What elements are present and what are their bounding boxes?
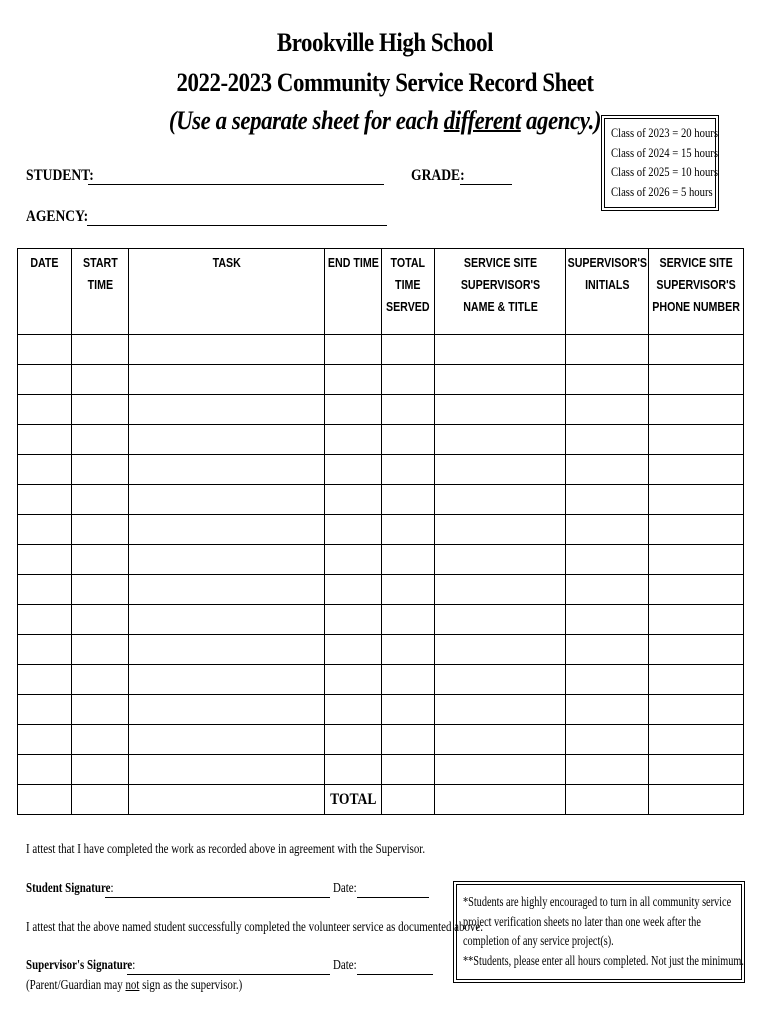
entry-cell[interactable] [325, 725, 382, 755]
table-row [18, 755, 744, 785]
entry-cell[interactable] [435, 365, 566, 395]
entry-cell[interactable] [382, 335, 435, 365]
agency-field[interactable] [87, 225, 387, 226]
requirement-line: Class of 2025 = 10 hours [611, 164, 718, 179]
column-header-date: DATE [18, 249, 72, 335]
entry-cell[interactable] [18, 425, 72, 455]
entry-cell[interactable] [435, 545, 566, 575]
entry-cell[interactable] [566, 395, 649, 425]
column-header-start-time: START TIME [72, 249, 129, 335]
entry-cell[interactable] [649, 575, 744, 605]
entry-cell[interactable] [566, 425, 649, 455]
entry-cell[interactable] [325, 515, 382, 545]
entry-cell[interactable] [18, 755, 72, 785]
entry-cell[interactable] [325, 575, 382, 605]
entry-cell[interactable] [18, 395, 72, 425]
sheet-title: 2022-2023 Community Service Record Sheet [176, 68, 594, 97]
entry-cell[interactable] [649, 605, 744, 635]
supervisor-signature-label: Supervisor's Signature: [26, 958, 136, 973]
table-row [18, 425, 744, 455]
supervisor-signature-field[interactable] [127, 974, 330, 975]
entry-cell[interactable] [72, 755, 129, 785]
entry-cell[interactable] [566, 485, 649, 515]
entry-cell[interactable] [382, 605, 435, 635]
entry-cell[interactable] [649, 755, 744, 785]
entry-cell[interactable] [325, 335, 382, 365]
entry-cell[interactable] [325, 545, 382, 575]
entry-cell[interactable] [649, 485, 744, 515]
entry-cell[interactable] [382, 755, 435, 785]
entry-cell[interactable] [72, 425, 129, 455]
entry-cell[interactable] [129, 395, 325, 425]
entry-cell[interactable] [566, 665, 649, 695]
entry-cell[interactable] [435, 605, 566, 635]
entry-cell[interactable] [325, 365, 382, 395]
student-attestation: I attest that I have completed the work as recorded above in agreement with the Supervisor. [26, 842, 426, 857]
student-field[interactable] [88, 184, 384, 185]
entry-cell[interactable] [72, 515, 129, 545]
entry-cell[interactable] [129, 725, 325, 755]
table-row [18, 365, 744, 395]
entry-cell[interactable] [649, 425, 744, 455]
table-header-row [18, 249, 744, 335]
entry-cell[interactable] [566, 635, 649, 665]
table-row [18, 665, 744, 695]
entry-cell[interactable] [325, 485, 382, 515]
entry-cell[interactable] [649, 545, 744, 575]
entry-cell[interactable] [129, 605, 325, 635]
entry-cell[interactable] [129, 665, 325, 695]
entry-cell[interactable] [382, 725, 435, 755]
note-line: **Students, please enter all hours completed. Not just the minimum. [463, 952, 744, 968]
total-spacer [566, 785, 649, 815]
column-header-total-time: TOTAL TIME SERVED [382, 249, 435, 335]
table-row [18, 485, 744, 515]
column-header-task: TASK [129, 249, 325, 335]
entry-cell[interactable] [18, 365, 72, 395]
service-record-table [17, 248, 744, 815]
entry-cell[interactable] [649, 725, 744, 755]
entry-cell[interactable] [382, 515, 435, 545]
entry-cell[interactable] [129, 425, 325, 455]
entry-cell[interactable] [649, 455, 744, 485]
entry-cell[interactable] [382, 395, 435, 425]
table-row [18, 455, 744, 485]
entry-cell[interactable] [649, 395, 744, 425]
supervisor-attestation: I attest that the above named student successfully completed the volunteer service as documented above. [26, 920, 483, 935]
grade-field[interactable] [460, 184, 512, 185]
student-label: STUDENT: [26, 167, 94, 184]
entry-cell[interactable] [566, 455, 649, 485]
notes-box [456, 884, 742, 980]
entry-cell[interactable] [129, 515, 325, 545]
table-row [18, 635, 744, 665]
table-row [18, 725, 744, 755]
entry-cell[interactable] [382, 575, 435, 605]
entry-cell[interactable] [129, 575, 325, 605]
school-name: Brookville High School [276, 28, 494, 57]
requirement-line: Class of 2024 = 15 hours [611, 144, 718, 160]
entry-cell[interactable] [382, 365, 435, 395]
entry-cell[interactable] [435, 425, 566, 455]
entry-cell[interactable] [18, 695, 72, 725]
entry-cell[interactable] [566, 335, 649, 365]
entry-cell[interactable] [18, 725, 72, 755]
entry-cell[interactable] [129, 545, 325, 575]
entry-cell[interactable] [129, 635, 325, 665]
table-row [18, 395, 744, 425]
entry-cell[interactable] [129, 485, 325, 515]
entry-cell[interactable] [72, 485, 129, 515]
entry-cell[interactable] [72, 665, 129, 695]
entry-cell[interactable] [649, 365, 744, 395]
total-row [18, 785, 744, 815]
entry-cell[interactable] [18, 335, 72, 365]
student-date-field[interactable] [357, 897, 429, 898]
entry-cell[interactable] [435, 515, 566, 545]
entry-cell[interactable] [382, 635, 435, 665]
entry-cell[interactable] [382, 665, 435, 695]
total-spacer [129, 785, 325, 815]
entry-cell[interactable] [566, 545, 649, 575]
entry-cell[interactable] [435, 695, 566, 725]
column-header-supervisor-initials: SUPERVISOR'S INITIALS [566, 249, 649, 335]
entry-cell[interactable] [129, 455, 325, 485]
student-signature-field[interactable] [105, 897, 330, 898]
entry-cell[interactable] [325, 635, 382, 665]
note-line: project verification sheets no later than one week after the [463, 913, 701, 929]
supervisor-date-label: Date: [333, 958, 357, 973]
entry-cell[interactable] [435, 395, 566, 425]
entry-cell[interactable] [129, 755, 325, 785]
entry-cell[interactable] [649, 695, 744, 725]
entry-cell[interactable] [435, 575, 566, 605]
entry-cell[interactable] [325, 755, 382, 785]
entry-cell[interactable] [566, 515, 649, 545]
entry-cell[interactable] [382, 695, 435, 725]
entry-cell[interactable] [435, 755, 566, 785]
entry-cell[interactable] [649, 335, 744, 365]
entry-cell[interactable] [18, 665, 72, 695]
entry-cell[interactable] [72, 545, 129, 575]
entry-cell[interactable] [18, 635, 72, 665]
total-hours-cell[interactable] [382, 785, 435, 815]
table-row [18, 575, 744, 605]
entry-cell[interactable] [325, 695, 382, 725]
entry-cell[interactable] [382, 455, 435, 485]
entry-cell[interactable] [382, 425, 435, 455]
student-date-label: Date: [333, 881, 357, 896]
entry-cell[interactable] [382, 545, 435, 575]
entry-cell[interactable] [18, 485, 72, 515]
entry-cell[interactable] [129, 365, 325, 395]
table-row [18, 605, 744, 635]
note-line: *Students are highly encouraged to turn in all community service [463, 894, 732, 909]
table-row [18, 695, 744, 725]
entry-cell[interactable] [435, 335, 566, 365]
table-row [18, 545, 744, 575]
entry-cell[interactable] [72, 395, 129, 425]
agency-label: AGENCY: [26, 208, 89, 225]
column-header-supervisor-phone: SERVICE SITE SUPERVISOR'S PHONE NUMBER [649, 249, 744, 335]
entry-cell[interactable] [325, 425, 382, 455]
entry-cell[interactable] [435, 455, 566, 485]
total-spacer [18, 785, 72, 815]
entry-cell[interactable] [72, 695, 129, 725]
table-row [18, 515, 744, 545]
entry-cell[interactable] [18, 545, 72, 575]
entry-cell[interactable] [325, 665, 382, 695]
entry-cell[interactable] [18, 605, 72, 635]
entry-cell[interactable] [435, 665, 566, 695]
total-spacer [72, 785, 129, 815]
entry-cell[interactable] [325, 395, 382, 425]
entry-cell[interactable] [72, 455, 129, 485]
entry-cell[interactable] [325, 455, 382, 485]
entry-cell[interactable] [18, 455, 72, 485]
entry-cell[interactable] [72, 575, 129, 605]
entry-cell[interactable] [649, 665, 744, 695]
entry-cell[interactable] [72, 725, 129, 755]
entry-cell[interactable] [566, 605, 649, 635]
entry-cell[interactable] [72, 605, 129, 635]
note-line: completion of any service project(s). [463, 933, 614, 948]
entry-cell[interactable] [566, 365, 649, 395]
grade-label: GRADE: [411, 167, 465, 184]
entry-cell[interactable] [382, 485, 435, 515]
entry-cell[interactable] [566, 725, 649, 755]
supervisor-date-field[interactable] [357, 974, 433, 975]
entry-cell[interactable] [72, 335, 129, 365]
entry-cell[interactable] [566, 695, 649, 725]
entry-cell[interactable] [129, 695, 325, 725]
hours-requirement-box [604, 118, 716, 208]
requirement-line: Class of 2023 = 20 hours [611, 125, 718, 140]
requirement-line: Class of 2026 = 5 hours [611, 183, 713, 199]
total-label: TOTAL [325, 785, 382, 815]
student-signature-label: Student Signature: [26, 881, 114, 896]
entry-cell[interactable] [566, 575, 649, 605]
table-row [18, 335, 744, 365]
entry-cell[interactable] [72, 365, 129, 395]
total-spacer [435, 785, 566, 815]
column-header-end-time: END TIME [325, 249, 382, 335]
total-spacer [649, 785, 744, 815]
instruction: (Use a separate sheet for each different agency.) [168, 106, 602, 135]
entry-cell[interactable] [566, 755, 649, 785]
entry-cell[interactable] [325, 605, 382, 635]
entry-cell[interactable] [649, 515, 744, 545]
entry-cell[interactable] [129, 335, 325, 365]
entry-cell[interactable] [435, 725, 566, 755]
entry-cell[interactable] [435, 485, 566, 515]
entry-cell[interactable] [72, 635, 129, 665]
parent-note: (Parent/Guardian may not sign as the supervisor.) [26, 978, 243, 993]
entry-cell[interactable] [435, 635, 566, 665]
column-header-supervisor-name: SERVICE SITE SUPERVISOR'S NAME & TITLE [435, 249, 566, 335]
entry-cell[interactable] [18, 575, 72, 605]
entry-cell[interactable] [18, 515, 72, 545]
entry-cell[interactable] [649, 635, 744, 665]
